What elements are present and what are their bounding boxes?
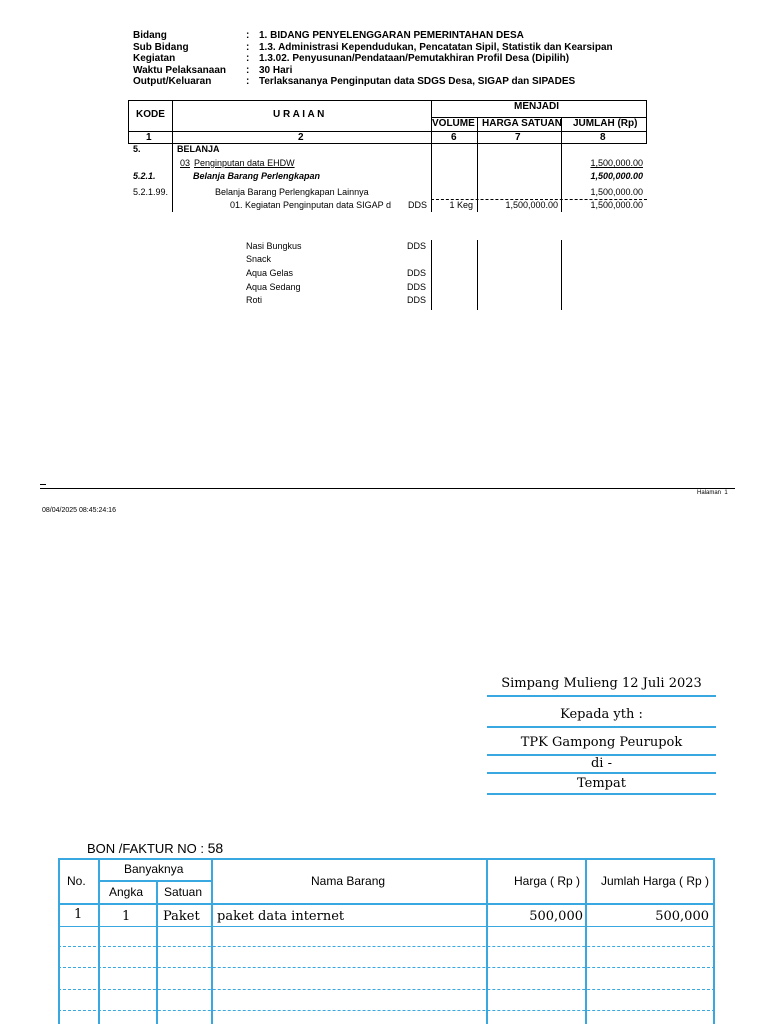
row-divider: [58, 1010, 715, 1011]
item-name: Aqua Gelas: [246, 268, 294, 278]
invoice-label: BON /FAKTUR NO :: [87, 841, 205, 856]
meta-value: 1.3.02. Penyusunan/Pendataan/Pemutakhiran Profil Desa (Dipilih): [259, 53, 570, 64]
column-number: 8: [600, 132, 606, 143]
item-source: DDS: [407, 295, 427, 305]
print-timestamp: 08/04/2025 08:45:24:16: [42, 507, 116, 514]
meta-key: Kegiatan: [133, 53, 176, 64]
header-jumlah-harga: Jumlah Harga ( Rp ): [601, 874, 710, 888]
row-source: DDS: [408, 200, 428, 210]
column-divider: [172, 100, 173, 212]
row-harga: 1,500,000.00: [505, 200, 558, 210]
row-uraian: Belanja Barang Perlengkapan: [193, 171, 321, 181]
row-uraian: BELANJA: [177, 144, 220, 154]
column-number: 6: [451, 132, 457, 143]
item-name: Snack: [246, 254, 272, 264]
meta-sep: :: [246, 53, 250, 64]
row-jumlah: 1,500,000.00: [590, 158, 643, 168]
row-kode: 5.2.1.: [133, 171, 156, 181]
meta-value: Terlaksananya Penginputan data SDGS Desa, SIGAP dan SIPADES: [259, 76, 576, 87]
meta-key: Output/Keluaran: [133, 76, 212, 87]
column-divider: [211, 858, 213, 1024]
row-jumlah: 1,500,000.00: [590, 187, 643, 197]
header-menjadi: MENJADI: [514, 101, 560, 112]
address-line: [487, 772, 716, 774]
meta-key: Bidang: [133, 30, 167, 41]
column-number: 2: [298, 132, 304, 143]
row-uraian: 01. Kegiatan Penginputan data SIGAP d: [230, 200, 391, 210]
header-divider: [58, 903, 715, 905]
row-jumlah: 1,500,000.00: [590, 200, 643, 210]
header-harga-satuan: HARGA SATUAN: [482, 118, 562, 129]
row-kode: 5.2.1.99.: [133, 187, 169, 197]
meta-sep: :: [246, 76, 250, 87]
row-satuan: Paket: [163, 909, 200, 924]
column-divider: [98, 858, 100, 1024]
page-indicator: [697, 490, 728, 496]
column-divider: [561, 117, 562, 212]
column-divider: [486, 858, 488, 1024]
column-divider: [431, 240, 432, 310]
column-divider: [585, 858, 587, 1024]
meta-sep: :: [246, 64, 250, 76]
salutation: Kepada yth :: [560, 707, 643, 722]
row-divider: [58, 946, 715, 947]
item-source: DDS: [407, 268, 427, 278]
header-uraian: U R A I A N: [273, 109, 325, 120]
item-source: DDS: [407, 241, 427, 251]
header-volume: VOLUME: [432, 118, 475, 129]
item-name: Roti: [246, 295, 263, 305]
table-border: [128, 100, 647, 101]
header-banyaknya: Banyaknya: [124, 862, 184, 876]
page-number: 1: [724, 490, 728, 496]
row-nama-barang: paket data internet: [217, 909, 345, 924]
row-kode: 5.: [133, 144, 141, 154]
invoice-title: [87, 840, 223, 856]
header-nama-barang: Nama Barang: [311, 874, 386, 888]
meta-value: 1. BIDANG PENYELENGGARAN PEMERINTAHAN DESA: [259, 30, 524, 41]
column-divider: [561, 240, 562, 310]
meta-key: Waktu Pelaksanaan: [133, 64, 227, 76]
table-border: [128, 131, 647, 132]
row-uraian: Belanja Barang Perlengkapan Lainnya: [215, 187, 369, 197]
row-divider: [58, 989, 715, 990]
footer-mark: [40, 484, 46, 485]
row-jumlah: 500,000: [655, 909, 709, 924]
row-harga: 500,000: [529, 909, 583, 924]
column-divider: [477, 240, 478, 310]
column-divider: [431, 100, 432, 212]
item-name: Nasi Bungkus: [246, 241, 302, 251]
column-divider: [156, 880, 158, 1024]
budget-table: [128, 100, 647, 212]
header-jumlah: JUMLAH (Rp): [573, 118, 638, 129]
place: Tempat: [577, 776, 626, 791]
row-prefix: 03: [180, 158, 191, 168]
table-border: [58, 858, 60, 1024]
row-divider: [58, 967, 715, 968]
meta-value: 1.3. Administrasi Kependudukan, Pencatatan Sipil, Statistik dan Kearsipan: [259, 41, 613, 53]
footer-rule: [40, 488, 735, 489]
invoice-table: [58, 858, 715, 1024]
item-source: DDS: [407, 282, 427, 292]
address-line: [487, 726, 716, 728]
row-volume: 1 Keg: [449, 200, 473, 210]
row-uraian: Penginputan data EHDW: [194, 158, 295, 168]
recipient: TPK Gampong Peurupok: [520, 735, 683, 750]
address-line: [487, 793, 716, 795]
row-angka: 1: [122, 909, 131, 924]
row-no: 1: [74, 907, 83, 922]
header-angka: Angka: [109, 885, 144, 899]
table-border: [713, 858, 715, 1024]
row-jumlah: 1,500,000.00: [590, 171, 643, 181]
meta-sep: :: [246, 41, 250, 53]
meta-sep: :: [246, 30, 250, 41]
table-border: [58, 858, 715, 860]
column-divider: [477, 117, 478, 212]
item-name: Aqua Sedang: [246, 282, 301, 292]
row-divider: [58, 926, 715, 927]
meta-value: 30 Hari: [259, 64, 293, 76]
place-date: Simpang Mulieng 12 Juli 2023: [501, 676, 702, 691]
column-number: 7: [515, 132, 521, 143]
meta-key: Sub Bidang: [133, 41, 189, 53]
header-harga: Harga ( Rp ): [514, 874, 581, 888]
table-border: [646, 100, 647, 144]
page-label: Halaman: [697, 490, 722, 496]
di-label: di -: [590, 756, 612, 771]
table-border: [128, 100, 129, 144]
header-divider: [98, 880, 213, 882]
header-kode: KODE: [136, 109, 165, 120]
address-line: [487, 695, 716, 697]
header-satuan: Satuan: [164, 885, 203, 899]
invoice-number: 58: [207, 840, 224, 856]
header-no: No.: [67, 874, 86, 888]
column-number: 1: [146, 132, 152, 143]
